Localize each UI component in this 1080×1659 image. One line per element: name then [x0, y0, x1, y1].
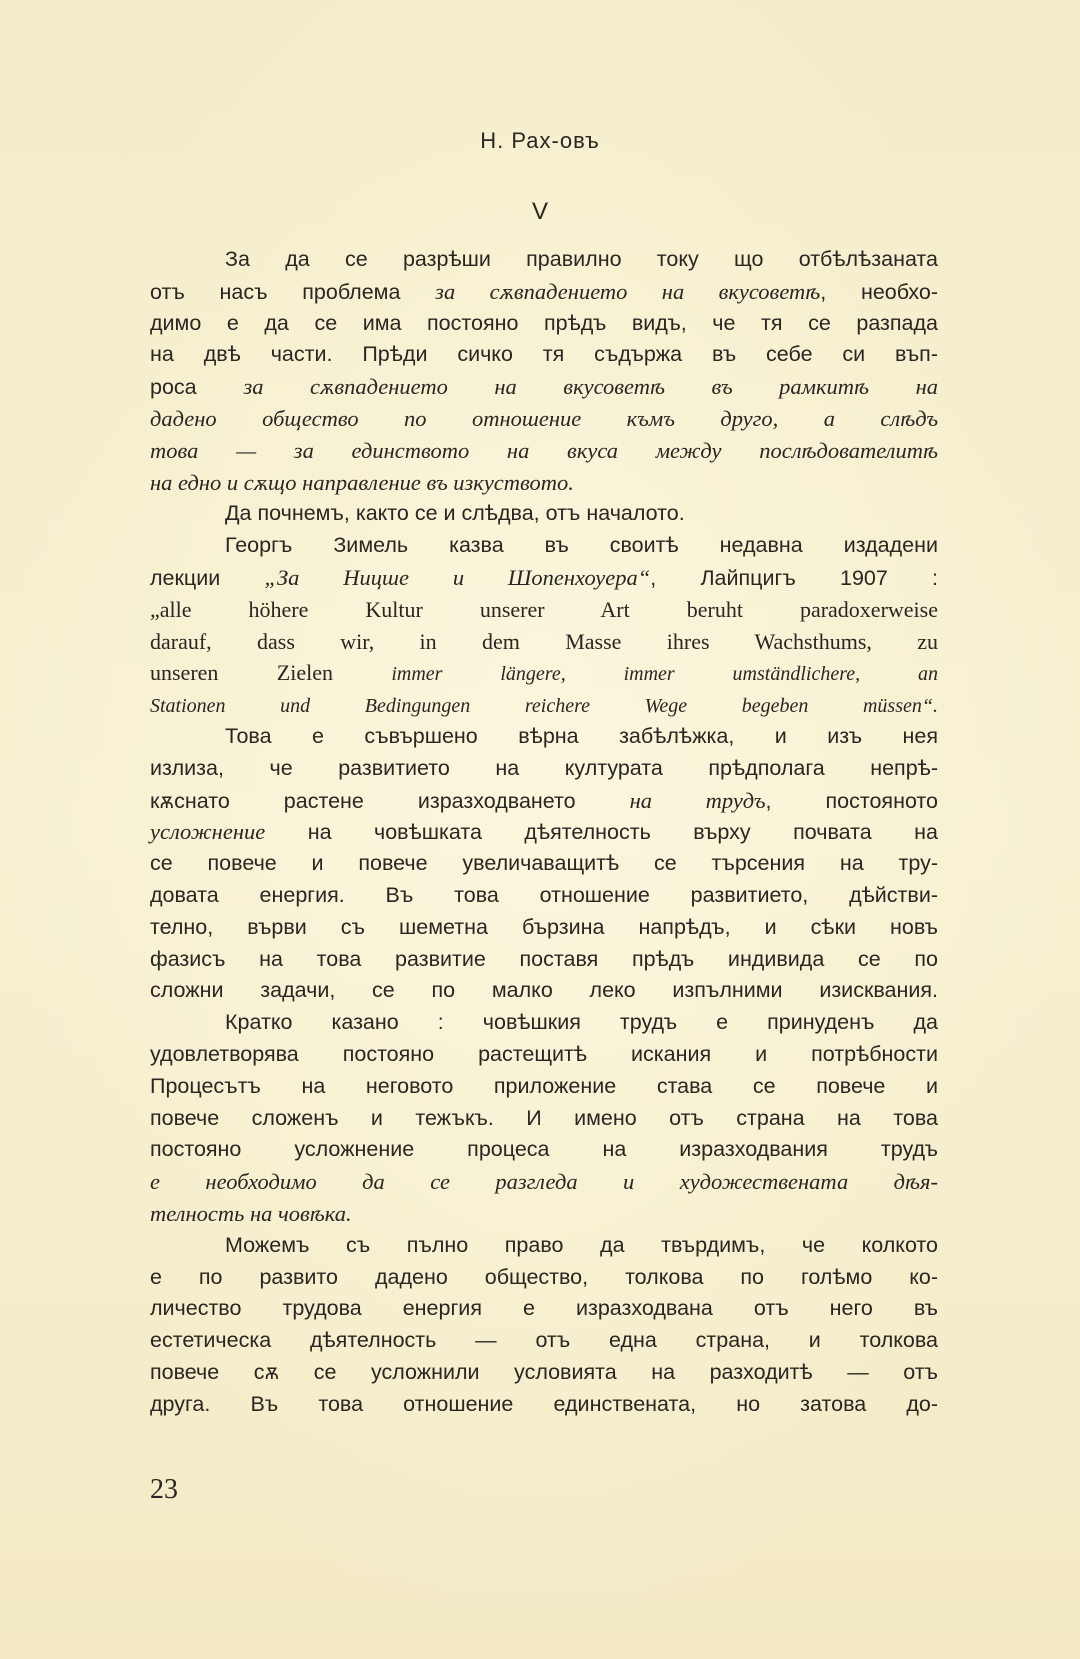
italic-run: дадено общество по отношение къмъ друго, а слѣдъ: [150, 405, 938, 431]
text-line: [150, 594, 938, 626]
text-line: [150, 467, 938, 499]
text-run: личество трудова енергия е изразходвана отъ него въ: [150, 1296, 938, 1321]
text-line: [150, 371, 938, 403]
text-line: [150, 944, 938, 976]
italic-run: „За Ницше и Шопенхоуера“: [264, 564, 651, 590]
italic-run: усложнение: [150, 819, 266, 845]
italic-run: е необходимо да се разгледа и художествената дѣя-: [150, 1169, 938, 1195]
text-line: [150, 1357, 938, 1389]
text-run: кѫснато растене изразходването: [150, 788, 630, 813]
text-line: [150, 276, 938, 308]
text-run: повече сложенъ и тежъкъ. И имено отъ страна на това: [150, 1105, 938, 1130]
text-line: [150, 848, 938, 880]
text-line: [150, 1293, 938, 1325]
text-line: [150, 1230, 938, 1262]
text-line: [150, 785, 938, 817]
text-run: естетическа дѣятелность — отъ една страна, и толкова: [150, 1328, 938, 1353]
text-line: [150, 1007, 938, 1039]
text-run: unseren Zielen: [150, 660, 392, 686]
text-run: Процесътъ на неговото приложение става се повече и: [150, 1073, 938, 1098]
text-run: отъ насъ проблема: [150, 279, 436, 304]
text-run: повече сѫ се усложнили условията на разходитѣ — отъ: [150, 1359, 938, 1384]
page-number: 23: [150, 1474, 178, 1505]
text-run: Кратко казано : човѣшкия трудъ е принуденъ да: [225, 1010, 938, 1035]
text-run: друга. Въ това отношение единствената, но затова до-: [150, 1391, 938, 1416]
text-line: [150, 244, 938, 276]
text-line: [150, 403, 938, 435]
text-run: телно, върви съ шеметна бързина напрѣдъ, и сѣки новъ: [150, 914, 938, 939]
italic-run: това — за единството на вкуса между послѣдователитѣ: [150, 437, 938, 463]
text-run: излиза, че развитието на културата прѣдполага непрѣ-: [150, 755, 938, 780]
text-run: , постояното: [765, 788, 938, 813]
text-line: [150, 626, 938, 658]
text-line: [150, 530, 938, 562]
italic-run: на трудъ: [629, 787, 766, 813]
italic-run: телность на човѣка.: [150, 1200, 352, 1226]
running-header: Н. Рах-овъ: [480, 128, 600, 153]
text-line: [150, 1039, 938, 1071]
body-text: [150, 244, 938, 1420]
text-line: [150, 339, 938, 371]
text-line: [150, 975, 938, 1007]
text-line: [150, 1262, 938, 1294]
text-line: [150, 721, 938, 753]
italic-run: immer längere, immer umständlichere, an: [391, 663, 938, 686]
text-line: [150, 816, 938, 848]
text-line: [150, 657, 938, 689]
text-line: [150, 880, 938, 912]
text-run: роса: [150, 375, 244, 400]
text-line: [150, 498, 938, 530]
text-run: удовлетворява постояно растещитѣ искания и потрѣбности: [150, 1041, 938, 1066]
text-run: фазисъ на това развитие поставя прѣдъ индивида се по: [150, 946, 938, 971]
text-line: [150, 1198, 938, 1230]
text-line: [150, 308, 938, 340]
text-run: За да се разрѣши правилно току що отбѣлѣзаната: [225, 247, 938, 271]
text-run: довата енергия. Въ това отношение развитието, дѣйстви-: [150, 882, 938, 907]
text-line: [150, 562, 938, 594]
italic-run: за сѫвпадението на вкусоветѣ: [435, 278, 821, 304]
text-run: постояно усложнение процеса на изразходвания трудъ: [150, 1137, 938, 1162]
text-run: Георгъ Зимель казва въ своитѣ недавна издадени: [225, 533, 938, 558]
text-line: [150, 912, 938, 944]
text-line: [150, 1071, 938, 1103]
text-run: сложни задачи, се по малко леко изпълними изисквания.: [150, 978, 938, 1003]
text-line: [150, 753, 938, 785]
text-line: [150, 1134, 938, 1166]
text-line: [150, 1325, 938, 1357]
text-line: [150, 1389, 938, 1421]
text-run: димо е да се има постояно прѣдъ видъ, че тя се разпада: [150, 310, 938, 335]
italic-run: Stationen und Bedingungen reichere Wege begeben müssen“.: [150, 695, 938, 718]
text-line: [150, 689, 938, 721]
text-run: Можемъ съ пълно право да твърдимъ, че колкото: [225, 1232, 938, 1257]
text-run: „alle höhere Kultur unserer Art beruht paradoxerweise: [150, 596, 938, 622]
text-run: на двѣ части. Прѣди сичко тя съдържа въ себе си въп-: [150, 342, 938, 367]
text-run: Да почнемъ, както се и слѣдва, отъ началото.: [225, 501, 685, 526]
text-line: [150, 1166, 938, 1198]
italic-run: за сѫвпадението на вкусоветѣ въ рамкитѣ на: [243, 374, 938, 400]
text-run: , Лайпцигъ 1907 :: [650, 565, 939, 590]
text-run: лекции: [150, 565, 265, 590]
text-line: [150, 1103, 938, 1135]
italic-run: на едно и сѫщо направление въ изкуството.: [150, 469, 574, 495]
section-number: V: [531, 198, 548, 225]
text-run: darauf, dass wir, in dem Masse ihres Wachsthums, zu: [150, 628, 938, 654]
text-run: Това е съвършено вѣрна забѣлѣжка, и изъ нея: [225, 723, 938, 748]
text-line: [150, 435, 938, 467]
text-run: се повече и повече увеличаващитѣ се търсения на тру-: [150, 851, 938, 876]
text-run: на човѣшката дѣятелность върху почвата на: [265, 820, 938, 845]
text-run: , необхо-: [820, 279, 938, 304]
text-run: е по развито дадено общество, толкова по голѣмо ко-: [150, 1264, 938, 1289]
